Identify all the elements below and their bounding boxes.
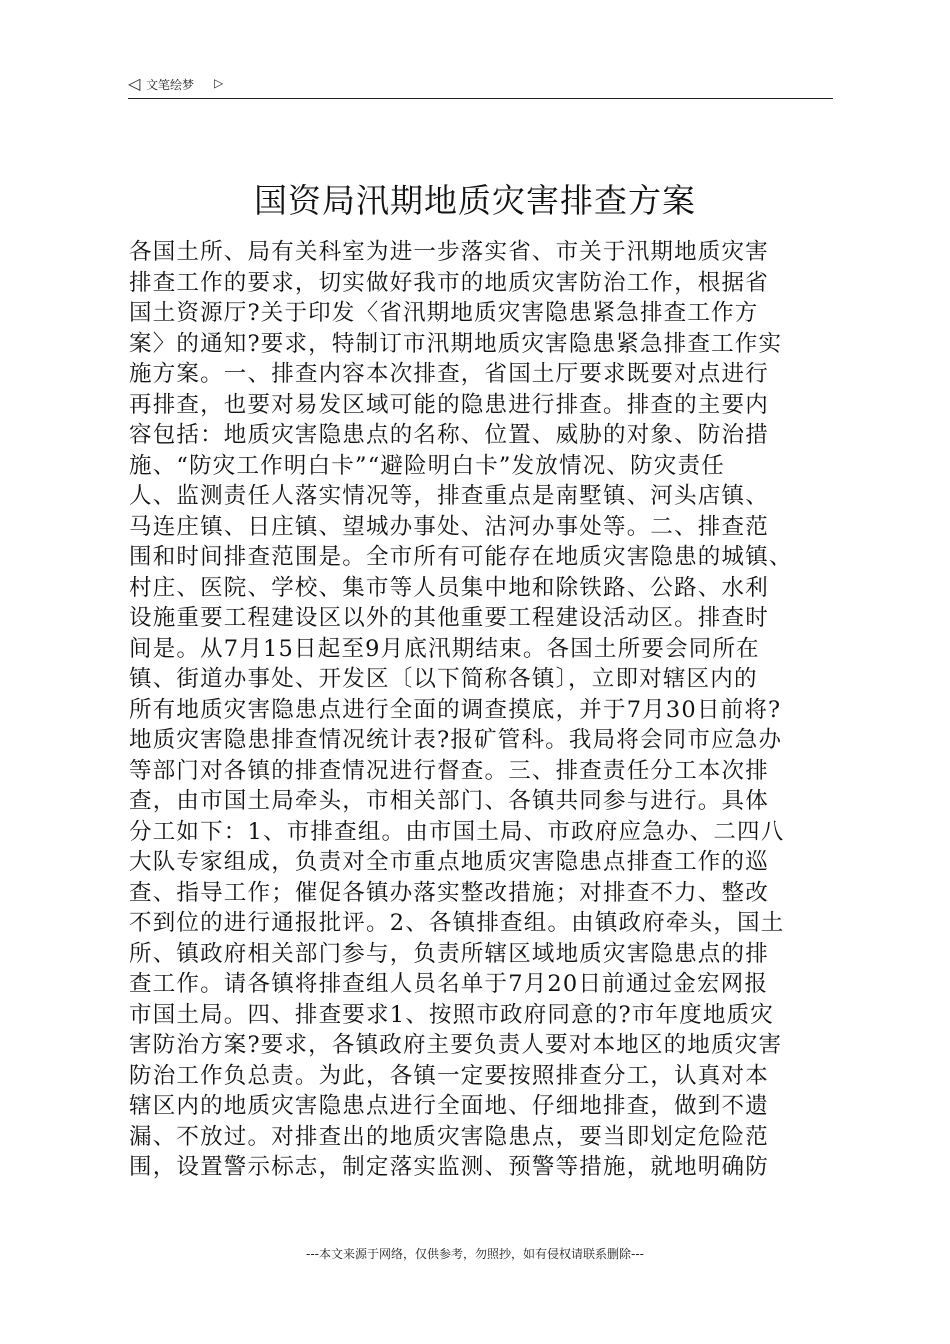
body-line: 查，由市国土局牵头，市相关部门、各镇共同参与进行。具体 <box>129 788 769 814</box>
page-footer: ---本文来源于网络，仅供参考，勿照抄，如有侵权请联系删除--- <box>306 1247 644 1261</box>
body-line: 地质灾害隐患排查情况统计表?报矿管科。我局将会同市应急办 <box>129 727 783 753</box>
body-line: 镇、街道办事处、开发区〔以下简称各镇〕，立即对辖区内的 <box>129 666 758 692</box>
body-line: 大队专家组成，负责对全市重点地质灾害隐患点排查工作的巡 <box>129 849 769 875</box>
body-line: 再排查，也要对易发区域可能的隐患进行排查。排查的主要内 <box>129 391 769 418</box>
body-line: 村庄、医院、学校、集市等人员集中地和除铁路、公路、水利 <box>129 574 769 601</box>
body-line: 防治工作负总责。为此，各镇一定要按照排查分工，认真对本 <box>129 1062 769 1089</box>
body-line: 不到位的进行通报批评。2、各镇排查组。由镇政府牵头，国土 <box>129 910 785 936</box>
left-triangle-icon: ◁ <box>128 74 141 93</box>
body-line: 害防治方案?要求，各镇政府主要负责人要对本地区的地质灾害 <box>129 1032 783 1058</box>
body-line: 辖区内的地质灾害隐患点进行全面地、仔细地排查，做到不遗 <box>129 1093 769 1119</box>
body-line: 排查工作的要求，切实做好我市的地质灾害防治工作，根据省 <box>129 269 769 296</box>
body-line: 设施重要工程建设区以外的其他重要工程建设活动区。排查时 <box>129 605 769 631</box>
body-line: 等部门对各镇的排查情况进行督查。三、排查责任分工本次排 <box>129 757 769 784</box>
body-line: 施、“防灾工作明白卡”“避险明白卡”发放情况、防灾责任 <box>129 452 725 479</box>
body-line: 所、镇政府相关部门参与，负责所辖区域地质灾害隐患点的排 <box>129 940 769 967</box>
body-line: 间是。从7月15日起至9月底汛期结束。各国土所要会同所在 <box>129 635 760 662</box>
body-line: 查工作。请各镇将排查组人员名单于7月20日前通过金宏网报 <box>129 971 769 997</box>
page-header <box>128 74 833 99</box>
body-line: 案〉的通知?要求，特制订市汛期地质灾害隐患紧急排查工作实 <box>129 330 783 357</box>
body-line: 人、监测责任人落实情况等，排查重点是南墅镇、河头店镇、 <box>129 483 769 509</box>
body-line: 所有地质灾害隐患点进行全面的调查摸底，并于7月30日前将? <box>129 696 782 723</box>
document-body <box>129 237 841 1183</box>
body-line: 围和时间排查范围是。全市所有可能存在地质灾害隐患的城镇、 <box>129 544 793 570</box>
body-line: 各国土所、局有关科室为进一步落实省、市关于汛期地质灾害 <box>129 239 769 265</box>
right-triangle-icon: ▷ <box>214 76 224 90</box>
body-line: 国土资源厅?关于印发〈省汛期地质灾害隐患紧急排查工作方 <box>129 300 759 326</box>
header-brand: 文笔绘梦 <box>146 78 195 92</box>
body-line: 容包括：地质灾害隐患点的名称、位置、威胁的对象、防治措 <box>129 422 769 448</box>
body-line: 漏、不放过。对排查出的地质灾害隐患点，要当即划定危险范 <box>129 1123 769 1150</box>
body-line: 市国土局。四、排查要求1、按照市政府同意的?市年度地质灾 <box>129 1001 774 1028</box>
body-line: 施方案。一、排查内容本次排查，省国土厅要求既要对点进行 <box>129 361 769 387</box>
body-line: 查、指导工作；催促各镇办落实整改措施；对排查不力、整改 <box>129 879 769 906</box>
body-line: 围，设置警示标志，制定落实监测、预警等措施，就地明确防 <box>129 1154 769 1180</box>
document-title: 国资局汛期地质灾害排查方案 <box>254 181 696 220</box>
body-line: 马连庄镇、日庄镇、望城办事处、沽河办事处等。二、排查范 <box>129 513 769 540</box>
body-line: 分工如下：1、市排查组。由市国土局、市政府应急办、二四八 <box>129 818 785 845</box>
